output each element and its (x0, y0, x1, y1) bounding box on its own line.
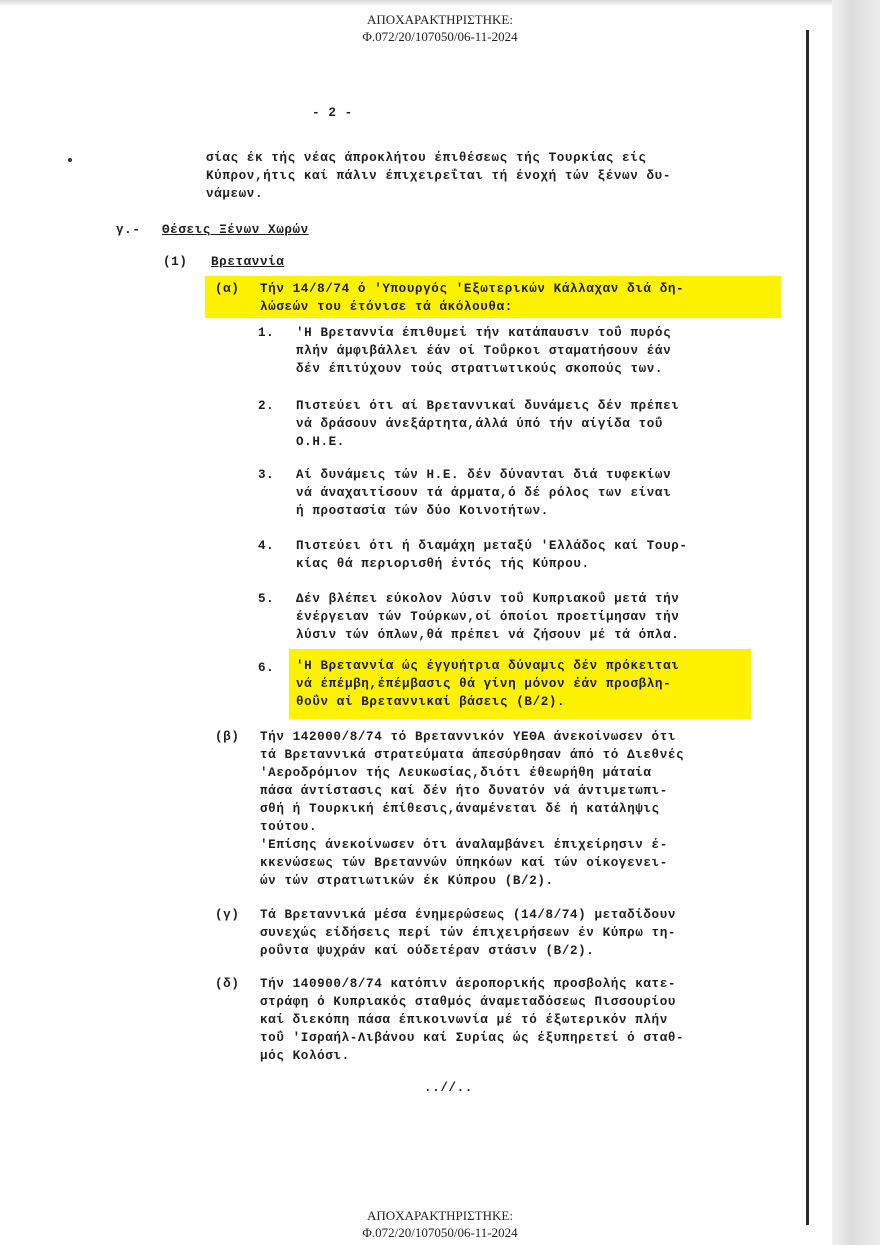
margin-rule (806, 30, 809, 1225)
point-number: 1. (258, 326, 275, 340)
point-line: νά άναχαιτίσουν τά άρματα,ό δέ ρόλος των είναι (296, 486, 672, 500)
item-d-marker: (δ) (215, 977, 240, 991)
item-a-line: Τήν 14/8/74 ό 'Υπουργός 'Εξωτερικών Κάλλαχαν διά δη- (260, 282, 685, 296)
page-number: - 2 - (312, 106, 353, 120)
item-b-line: ών τών στρατιωτικών έκ Κύπρου (Β/2). (260, 874, 554, 888)
item-d-line: στράφη ό Κυπριακός σταθμός άναμεταδόσεως Πισσουρίου (260, 995, 677, 1009)
item-c-line: ροΰντα ψυχράν καί ούδετέραν στάσιν (Β/2). (260, 944, 595, 958)
point-line: νά έπέμβη,έπέμβασις θά γίνη μόνον έάν προσβλη- (296, 677, 672, 691)
continuation-mark: ..//.. (424, 1081, 473, 1095)
point-line: Πιστεύει ότι ή διαμάχη μεταξύ 'Ελλάδος καί Τουρ- (296, 539, 688, 553)
point-line: Δέν βλέπει εύκολον λύσιν τοΰ Κυπριακοΰ μετά τήν (296, 592, 680, 606)
point-line: λύσιν τών όπλων,θά πρέπει νά ζήσουν μέ τά όπλα. (296, 628, 680, 642)
item-b-line: 'Επίσης άνεκοίνωσεν ότι άναλαμβάνει έπιχείρησιν έ- (260, 838, 668, 852)
item-c-marker: (γ) (215, 908, 240, 922)
point-line: ή προστασία τών δύο Κοινοτήτων. (296, 504, 549, 518)
intro-line: νάμεων. (206, 187, 264, 201)
item-b-line: σθή ή Τουρκική έπίθεσις,άναμένεται δέ ή κατάληψις (260, 802, 660, 816)
intro-line: σίας έκ τής νέας άπροκλήτου έπιθέσεως τής Τουρκίας είς (206, 151, 647, 165)
item-b-line: τούτου. (260, 820, 318, 834)
point-line: 'Η Βρεταννία έπιθυμεί τήν κατάπαυσιν τοΰ πυρός (296, 326, 672, 340)
item-a-marker: (α) (215, 282, 240, 296)
point-line: Αί δυνάμεις τών Η.Ε. δέν δύνανται διά τυφεκίων (296, 468, 672, 482)
page-top-shadow (0, 0, 840, 6)
stamp-label: ΑΠΟΧΑΡΑΚΤΗΡΙΣΤΗΚΕ: (367, 12, 513, 27)
point-line: Πιστεύει ότι αί Βρεταννικαί δυνάμεις δέν πρέπει (296, 399, 680, 413)
stamp-reference: Φ.072/20/107050/06-11-2024 (362, 1225, 518, 1240)
margin-dot (68, 158, 72, 162)
point-line: θοΰν αί Βρεταννικαί βάσεις (Β/2). (296, 695, 566, 709)
item-b-line: πάσα άντίστασις καί δέν ήτο δυνατόν νά άντιμετωπι- (260, 784, 668, 798)
item-b-line: Τήν 142000/8/74 τό Βρεταννικόν ΥΕΘΑ άνεκοίνωσεν ότι (260, 730, 677, 744)
item-c-line: συνεχώς είδήσεις περί τών έπιχειρήσεων έν Κύπρω τη- (260, 926, 677, 940)
point-line: κίας θά περιορισθή έντός τής Κύπρου. (296, 557, 590, 571)
item-b-line: τά Βρεταννικά στρατεύματα άπεσύρθησαν άπό τό Διεθνές (260, 748, 685, 762)
subsection-title: Βρεταννία (211, 255, 285, 269)
point-line: νά δράσουν άνεξάρτητα,άλλά ύπό τήν αίγίδα τοΰ (296, 417, 664, 431)
declassification-stamp-top (0, 11, 880, 45)
point-line: 'Η Βρεταννία ώς έγγυήτρια δύναμις δέν πρόκειται (296, 659, 680, 673)
point-number: 3. (258, 468, 275, 482)
item-b-line: κκενώσεως τών Βρεταννών ύπηκόων καί τών οίκογενει- (260, 856, 668, 870)
point-number: 2. (258, 399, 275, 413)
section-marker: γ.- (116, 223, 141, 237)
point-number: 6. (258, 661, 275, 675)
item-d-line: Τήν 140900/8/74 κατόπιν άεροπορικής προσβολής κατε- (260, 977, 677, 991)
declassification-stamp-bottom (0, 1207, 880, 1241)
subsection-marker: (1) (163, 255, 188, 269)
item-a-line: λώσεών του έτόνισε τά άκόλουθα: (260, 300, 513, 314)
point-line: πλήν άμφιβάλλει έάν οί Τοΰρκοι σταματήσουν έάν (296, 344, 672, 358)
item-d-line: μός Κολόσι. (260, 1049, 350, 1063)
item-d-line: τοΰ 'Ισραήλ-Λιβάνου καί Συρίας ώς έξυπηρετεί ό σταθ- (260, 1031, 685, 1045)
point-line: ένέργειαν τών Τούρκων,οί όποίοι προετίμησαν τήν (296, 610, 680, 624)
point-line: Ο.Η.Ε. (296, 435, 345, 449)
point-number: 5. (258, 592, 275, 606)
point-number: 4. (258, 539, 275, 553)
item-d-line: καί διεκόπη πάσα έπικοινωνία μέ τό έξωτερικόν πλήν (260, 1013, 668, 1027)
stamp-label: ΑΠΟΧΑΡΑΚΤΗΡΙΣΤΗΚΕ: (367, 1208, 513, 1223)
section-title: Θέσεις Ξένων Χωρών (162, 223, 309, 237)
item-b-line: 'Αεροδρόμιον τής Λευκωσίας,διότι έθεωρήθη μάταία (260, 766, 652, 780)
page-edge-shadow (832, 0, 880, 1245)
intro-line: Κύπρον,ήτις καί πάλιν έπιχειρεΐται τή ένοχή τών ξένων δυ- (206, 169, 671, 183)
point-line: δέν έπιτύχουν τούς στρατιωτικούς σκοπούς των. (296, 362, 664, 376)
item-b-marker: (β) (215, 730, 240, 744)
stamp-reference: Φ.072/20/107050/06-11-2024 (362, 29, 518, 44)
item-c-line: Τά Βρεταννικά μέσα ένημερώσεως (14/8/74) μεταδίδουν (260, 908, 677, 922)
